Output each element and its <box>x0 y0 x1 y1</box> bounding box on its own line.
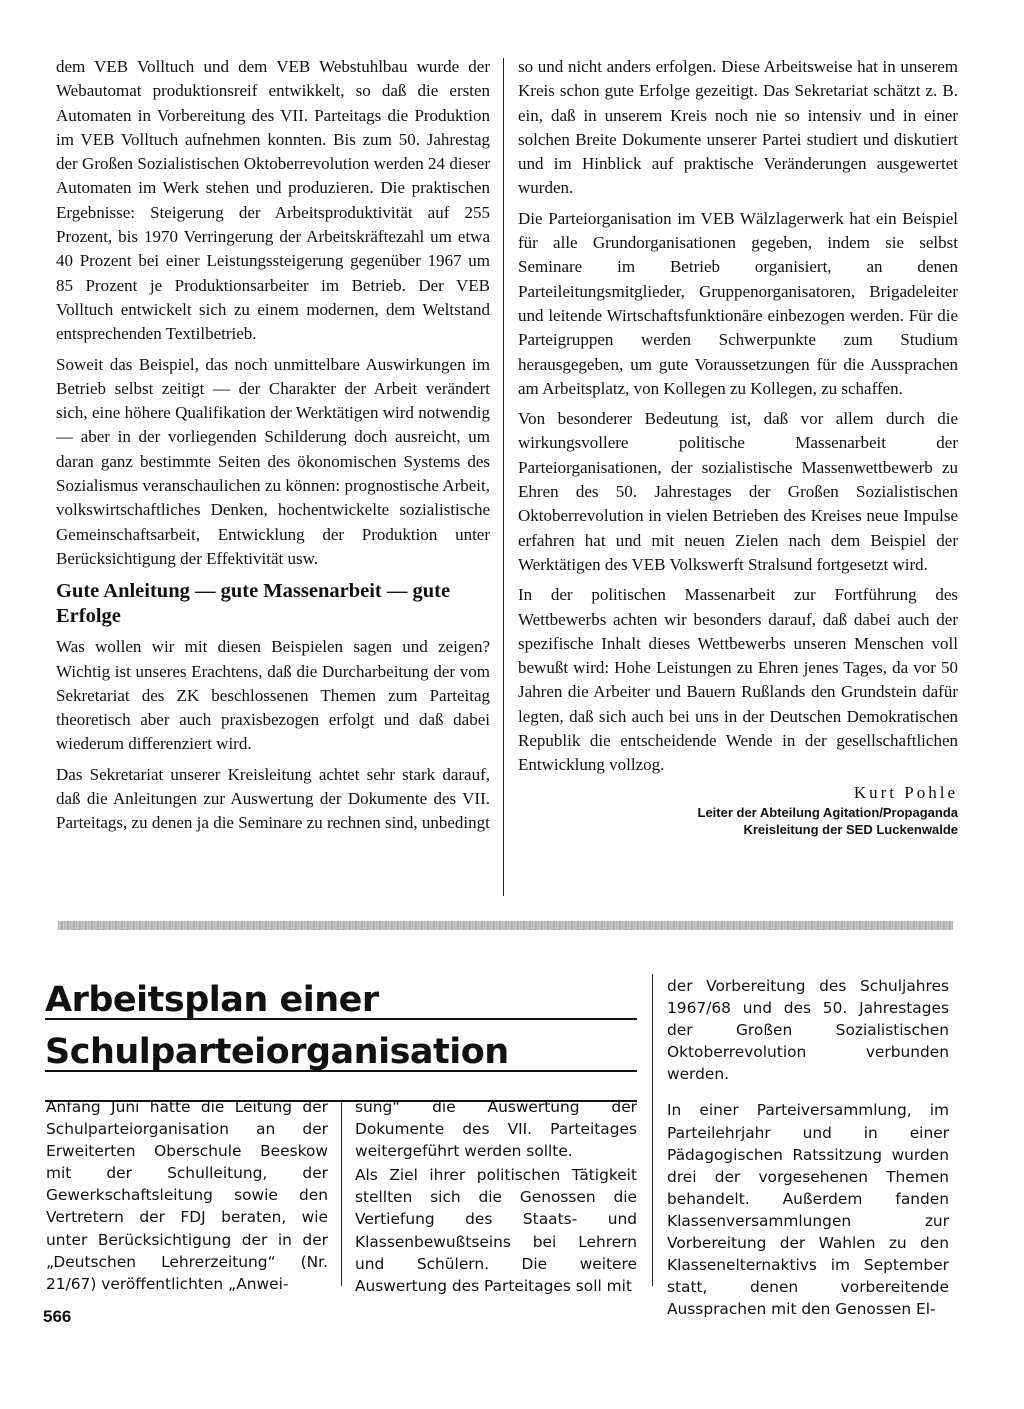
author-organization: Kreisleitung der SED Luckenwalde <box>743 821 958 837</box>
article2-title-line1: Arbeitsplan einer <box>45 980 379 1020</box>
article1-paragraph: Das Sekretariat unserer Kreisleitung achtet sehr stark darauf, daß die Anleitungen zur Auswertung der Dokumente des VII. Parteitags, zu denen ja die Seminare zu rechnen sind, unbedingt <box>56 764 490 833</box>
section-divider <box>58 921 953 930</box>
article2-title-line2: Schulparteiorganisation <box>45 1032 509 1072</box>
article1-paragraph: Soweit das Beispiel, das noch unmittelbare Auswirkungen im Betrieb selbst zeitigt — der Charakter der Arbeit verändert sich, eine höhere Qualifikation der Werktätigen wird notwendig — aber in der vorliegenden Schilderung doch ausreicht, um daran ganz bestimmte Seiten des ökonomischen Systems des Sozialismus veranschaulichen zu können: prognostische Arbeit, volkswirtschaftliches Denken, hochentwickelte sozialistische Gemeinschaftsarbeit, Entwicklung der Produktion unter Berücksichtigung der Effektivität usw. <box>56 354 490 568</box>
article2-paragraph: Als Ziel ihrer politischen Tätigkeit stellten sich die Genossen die Vertiefung des Staats- und Klassenbewußtseins bei Lehrern und Schülern. Die weitere Auswertung des Parteitages soll mit <box>355 1166 637 1295</box>
article1-left-column <box>56 55 490 842</box>
article2-paragraph: In einer Parteiversammlung, im Parteilehrjahr und in einer Pädagogischen Ratssitzung wurden drei der vorgesehenen Themen behandelt. Außerdem fanden Klassenversammlungen zur Vorbereitung der Wahlen zu den Klassenelternaktivs im September statt, denen vorbereitende Aussprachen mit den Genossen El- <box>667 1101 949 1319</box>
article2-column-3 <box>667 975 949 1334</box>
article1-paragraph: so und nicht anders erfolgen. Diese Arbeitsweise hat in unserem Kreis schon gute Erfolge gezeitigt. Das Sekretariat schätzt z. B. ein, daß in unserem Kreis noch nie so intensiv und in einer solchen Breite Dokumente unserer Partei studiert und diskutiert und im Hinblick auf praktische Veränderungen ausgewertet wurden. <box>518 57 958 198</box>
article1-paragraph: Die Parteiorganisation im VEB Wälzlagerwerk hat ein Beispiel für alle Grundorganisationen gegeben, indem sie selbst Seminare im Betrieb organisiert, an denen Parteileitungsmitglieder, Gruppenorganisatoren, Brigadeleiter und leitende Wirtschaftsfunktionäre einbezogen werden. Für die Parteigruppen werden Schwerpunkte zum Studium herausgegeben, um gute Voraussetzungen für die Aussprachen am Arbeitsplatz, von Kollegen zu Kollegen, zu schaffen. <box>518 208 958 398</box>
title-rule <box>45 1070 637 1072</box>
article2-column-1 <box>46 1096 328 1297</box>
article1-subheading: Gute Anleitung — gute Massenarbeit — gute Erfolge <box>56 580 451 628</box>
article2-column-2 <box>355 1096 637 1299</box>
title-rule <box>45 1018 637 1020</box>
author-name: Kurt Pohle <box>853 782 958 802</box>
article2-paragraph: Anfang Juni hatte die Leitung der Schulparteiorganisation an der Erweiterten Oberschule Beeskow mit der Schulleitung, der Gewerkschaftsleitung sowie den Vertretern der FDJ beraten, wie unter Berücksichtigung der in der „Deutschen Lehrerzeitung“ (Nr. 21/67) veröffentlichten „Anwei- <box>46 1098 328 1293</box>
article2-paragraph: der Vorbereitung des Schuljahres 1967/68 und des 50. Jahrestages der Großen Sozialistischen Oktoberrevolution verbunden werden. <box>667 977 949 1084</box>
page-number: 566 <box>43 1307 72 1326</box>
author-role: Leiter der Abteilung Agitation/Propaganda <box>697 804 958 820</box>
article1-right-column <box>518 55 958 838</box>
article1-paragraph: In der politischen Massenarbeit zur Fortführung des Wettbewerbs achten wir besonders darauf, daß dabei auch der spezifische Inhalt dieses Wettbewerbs unseren Menschen voll bewußt wird: Hohe Leistungen zu Ehren jenes Tages, da vor 50 Jahren die Arbeiter und Bauern Rußlands den Grundstein dafür legten, daß sich auch bei uns in der Deutschen Demokratischen Republik die entscheidende Wende in der gesellschaftlichen Entwicklung vollzog. <box>518 585 958 775</box>
article2-paragraph: sung“ die Auswertung der Dokumente des VII. Parteitages weitergeführt werden sollte. <box>355 1098 637 1161</box>
article1-paragraph: Von besonderer Bedeutung ist, daß vor allem durch die wirkungsvollere politische Massenarbeit der Parteiorganisationen, der sozialistische Massenwettbewerb zu Ehren des 50. Jahrestages der Großen Sozialistischen Oktoberrevolution in vielen Betrieben des Kreises neue Impulse erfahren hat und mit neuen Zielen nach dem Beispiel der Werktätigen des VEB Volkswerft Stralsund fortgesetzt wird. <box>518 409 958 574</box>
article1-paragraph: Was wollen wir mit diesen Beispielen sagen und zeigen? Wichtig ist unseres Erachtens, daß die Durcharbeitung der vom Sekretariat des ZK beschlossenen Themen zum Parteitag theoretisch aber auch praxisbezogen erfolgt und daß dabei wiederum differenziert wird. <box>56 637 490 754</box>
column-divider <box>652 974 653 1286</box>
article1-paragraph: dem VEB Volltuch und dem VEB Webstuhlbau wurde der Webautomat produktionsreif entwikkelt, so daß die ersten Automaten in Vorbereitung des VII. Parteitags die Produktion im VEB Volltuch aufnehmen konnten. Bis zum 50. Jahrestag der Großen Sozialistischen Oktoberrevolution werden 24 dieser Automaten im Werk stehen und produzieren. Die praktischen Ergebnisse: Steigerung der Arbeitsproduktivität auf 255 Prozent, bis 1970 Verringerung der Arbeitskräftezahl um etwa 40 Prozent bei einer Leistungssteigerung gegenüber 1967 um 85 Prozent je Produktionsarbeiter im Betrieb. Der VEB Volltuch entwickelt sich zu einem modernen, dem Weltstand entsprechenden Textilbetrieb. <box>56 57 490 344</box>
column-divider <box>503 58 504 896</box>
column-divider <box>341 1102 342 1286</box>
